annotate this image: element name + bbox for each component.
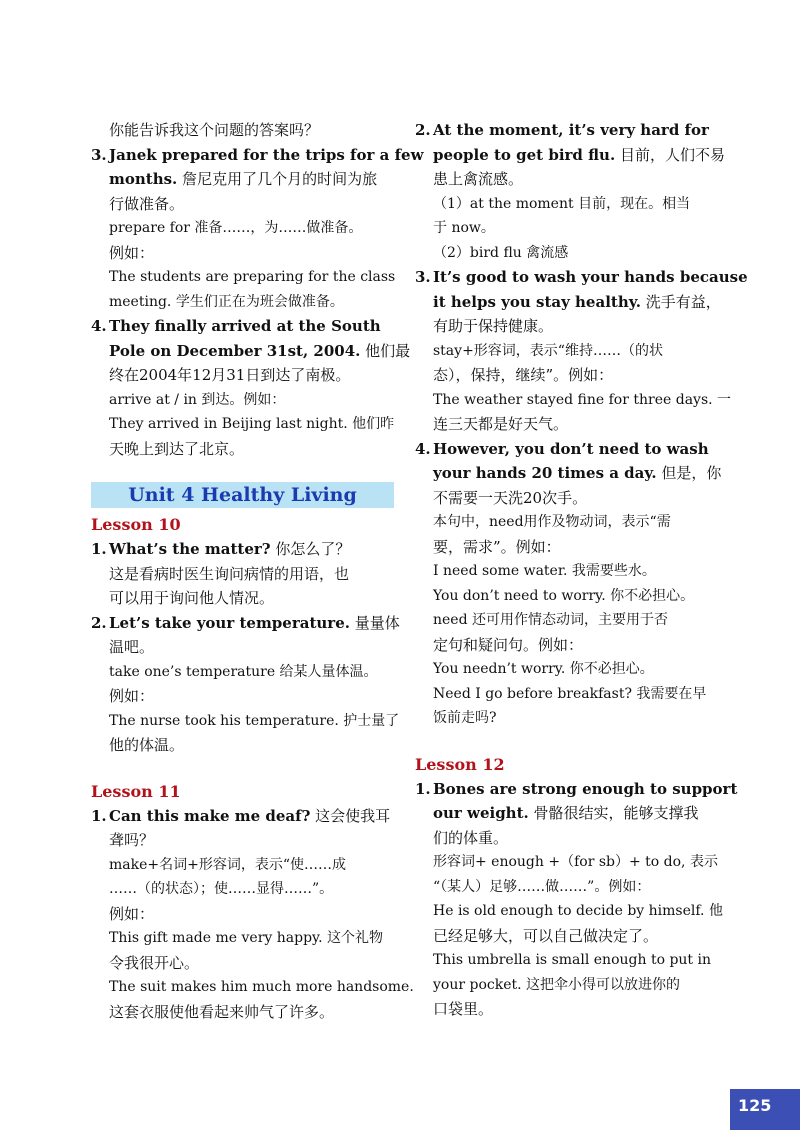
item-4-left: 4. They finally arrived at the South Pole on December 31st, 2004. 他们最 终在2004年12月31日到达了南极。 arrive at / in 到达。例如： They arrived in Beijing last night. 他们昨 天晚上到达了北京。 xyxy=(91,317,411,458)
unit-title: Unit 4 Healthy Living xyxy=(91,482,394,508)
page-number: 125 xyxy=(730,1089,800,1130)
item-3-right: 3. It’s good to wash your hands because it helps you stay healthy. 洗手有益， 有助于保持健康。 stay+形容词，表示“维持……（的状 态），保持，继续”。例如： The weather stayed fine for three days. 一 连三天都是好天气。 xyxy=(415,268,748,433)
lesson-12-title: Lesson 12 xyxy=(415,754,505,774)
lesson-11-item-1: 1. Can this make me deaf? 这会使我耳 聋吗？ make+名词+形容词，表示“使……成 ……（的状态）；使……显得……”。 例如： This gift made me very happy. 这个礼物 令我很开心。 The suit makes him much more handsome. 这套衣服使他看起来帅气了许多。 xyxy=(91,806,414,1021)
item-4-right: 4. However, you don’t need to wash your hands 20 times a day. 但是，你 不需要一天洗20次手。 本句中，need用作及物动词，表示“需 要，需求”。例如： I need some water. 我需要些水。 You don’t need to worry. 你不必担心。 need 还可用作情态动词，主要用于否 定句和疑问句。例如： You needn’t worry. 你不必担心。 Need I go before breakfast? 我需要在早 饭前走吗? xyxy=(415,439,722,726)
lesson-10-item-2: 2. Let’s take your temperature. 量量体 温吧。 take one’s temperature 给某人量体温。 例如： The nurse took his temperature. 护士量了 他的体温。 xyxy=(91,613,400,754)
right-column xyxy=(415,118,748,1022)
lesson-11-title: Lesson 11 xyxy=(91,781,181,801)
left-column xyxy=(91,118,424,1024)
lesson-10-item-1: 1. What’s the matter? 你怎么了？ 这是看病时医生询问病情的用语，也 可以用于询问他人情况。 xyxy=(91,540,351,607)
item-3-left: 3. Janek prepared for the trips for a few months. 詹尼克用了几个月的时间为旅 行做准备。 prepare for 准备……，为……做准备。 例如： The students are preparing for the class meeting. 学生们正在为班会做准备。 xyxy=(91,145,424,310)
continuation-line: 你能告诉我这个问题的答案吗？ xyxy=(109,121,320,139)
lesson-12-item-1: 1. Bones are strong enough to support our weight. 骨骼很结实，能够支撑我 们的体重。 形容词+ enough +（for sb）+ to do, 表示 “（某人）足够……做……”。例如： He is old enough to decide by himself. 他 已经足够大，可以自己做决定了。 This umbrella is small enough to put in your pocket. 这把伞小得可以放进你的 口袋里。 xyxy=(415,779,738,1018)
lesson-10-title: Lesson 10 xyxy=(91,515,181,534)
item-2-right: 2. At the moment, it’s very hard for people to get bird flu. 目前，人们不易 患上禽流感。 （1）at the moment 目前，现在。相当 于 now。 （2）bird flu 禽流感 xyxy=(415,121,725,261)
